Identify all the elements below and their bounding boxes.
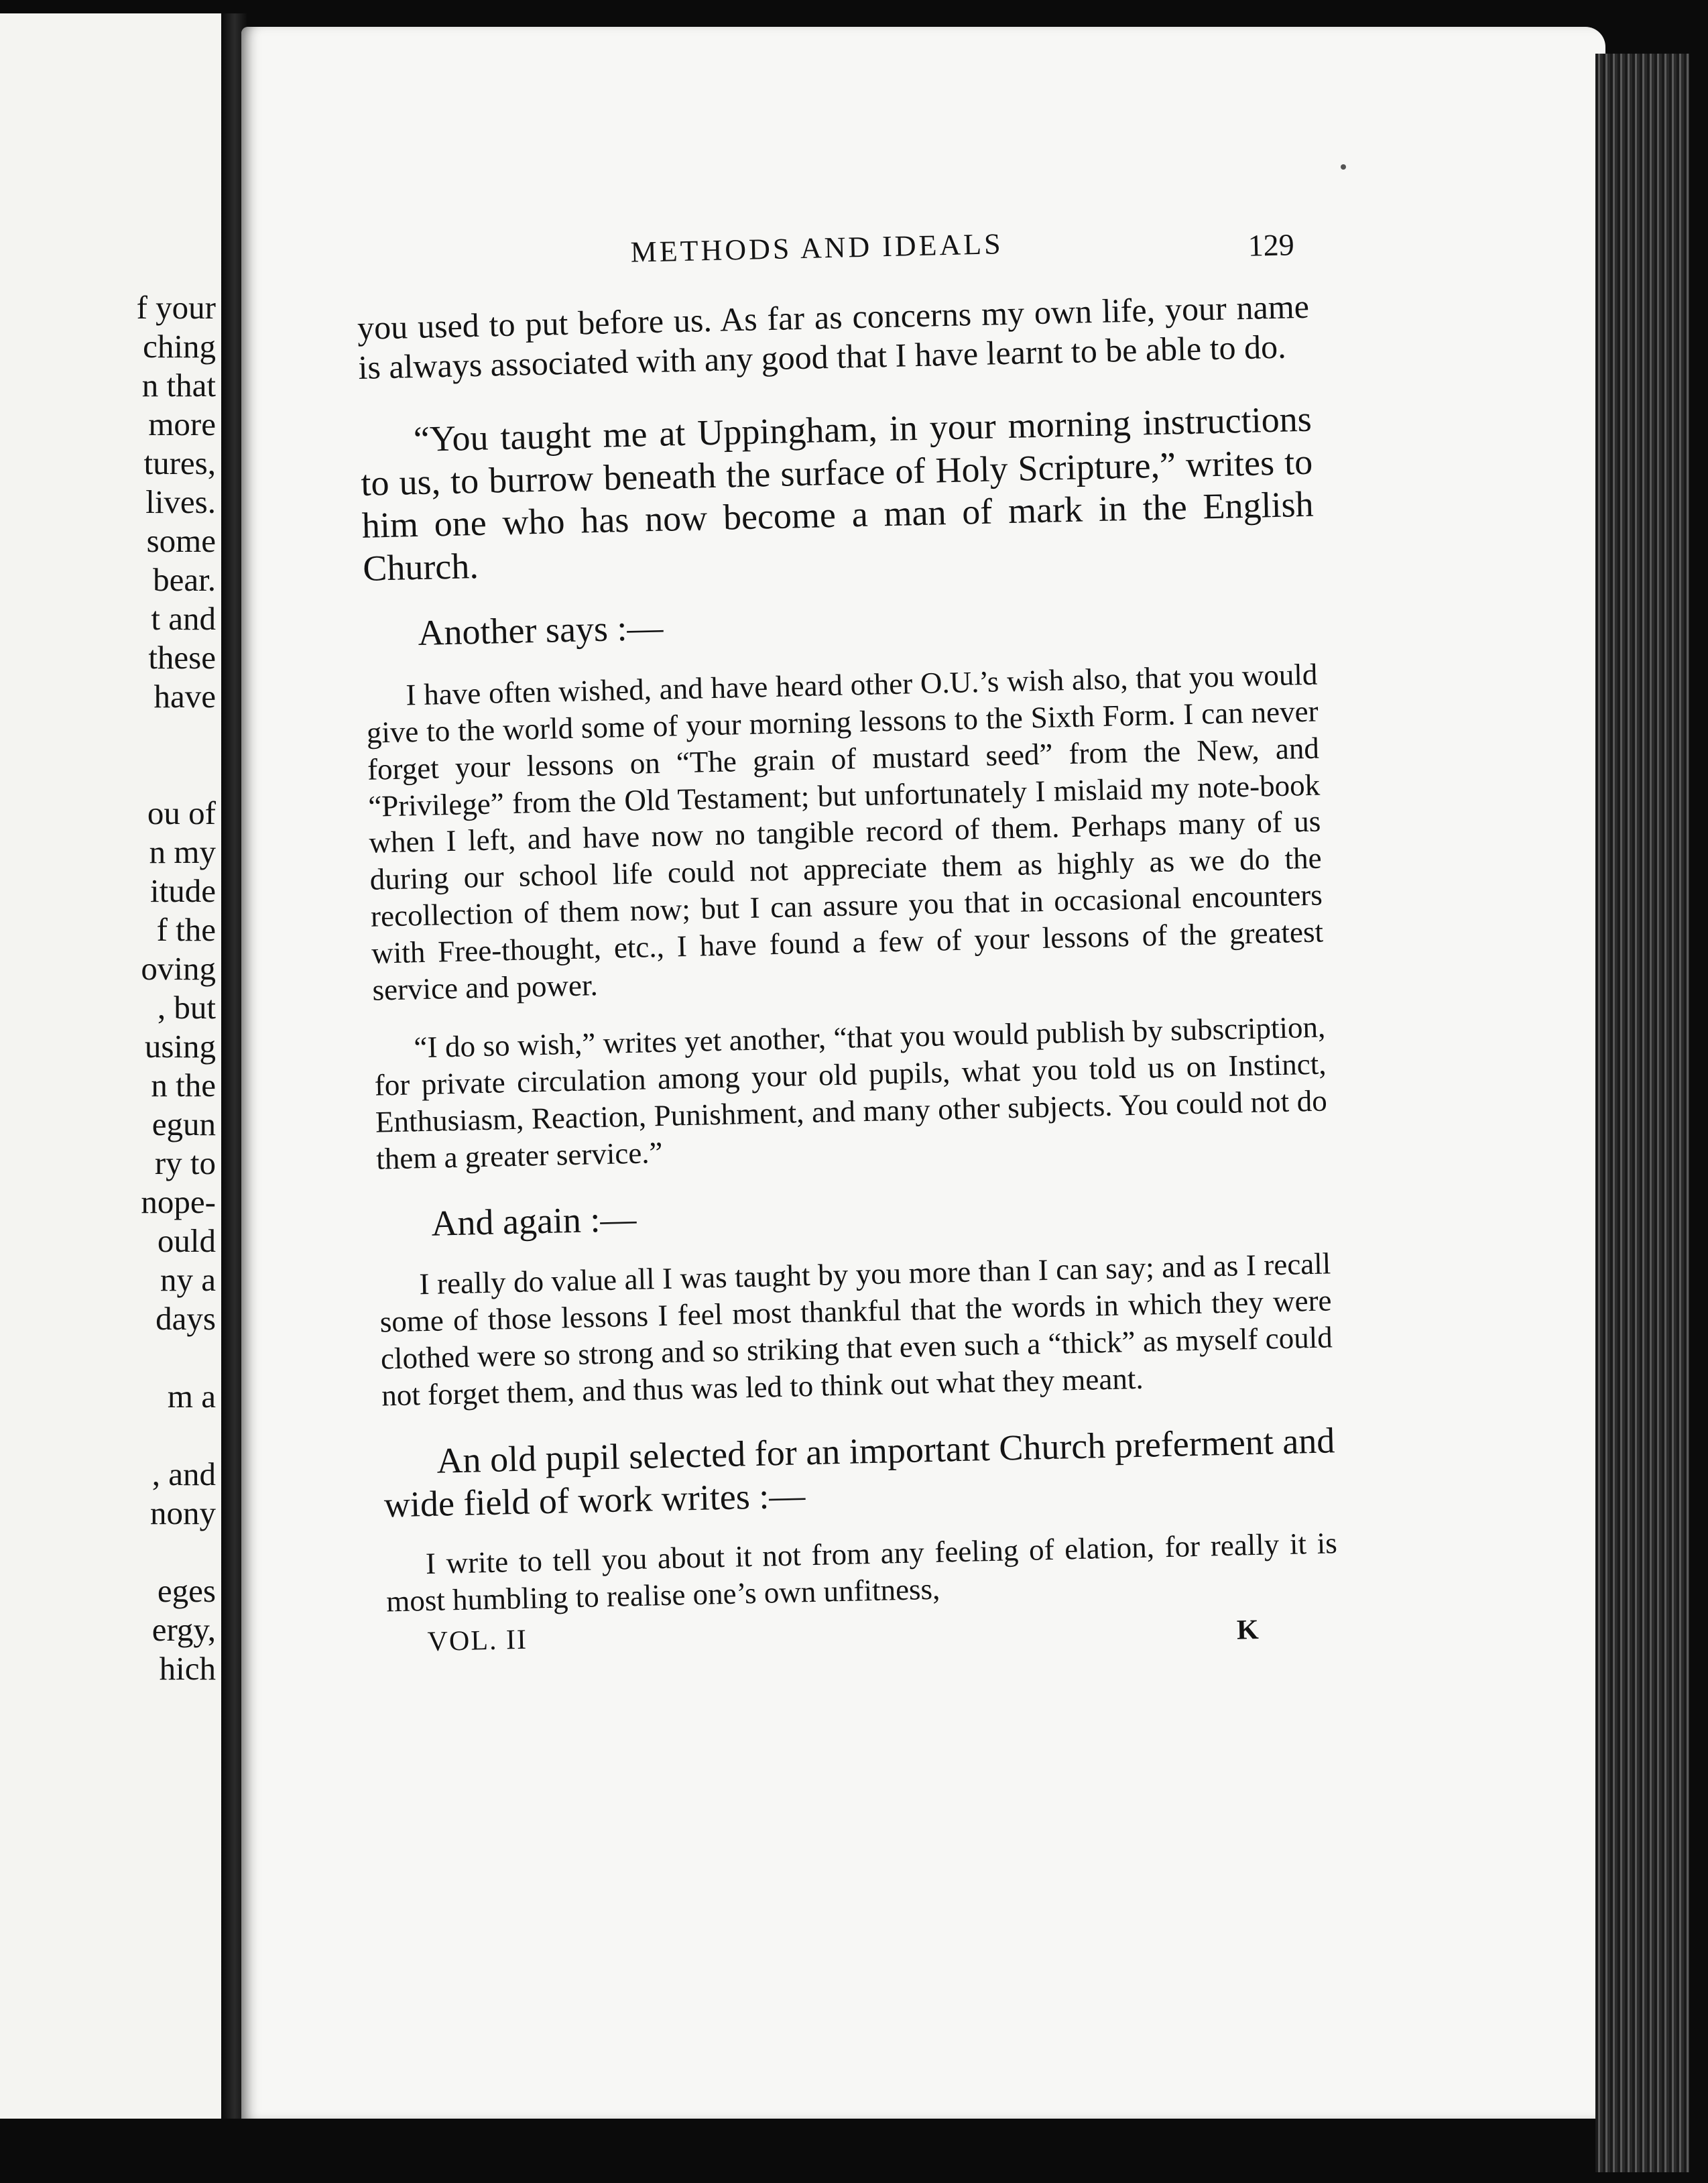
facing-page-line: nope-: [141, 1183, 216, 1220]
letter-quote-publish: “I do so wish,” writes yet another, “that you would publish by subscription, for private circulation among your old pupils, what you told us on Instinct, Enthusiasm, Reaction, Punishment, and many other subjects. You could not do them a greater service.”: [374, 1010, 1328, 1176]
paragraph-uppingham-quote: “You taught me at Uppingham, in your morning instructions to us, to burrow beneath the surface of Holy Scripture,” writes to him one who has now become a man of mark in the English Church.: [360, 398, 1315, 589]
paragraph-continuation: you used to put before us. As far as concerns my own life, your name is always associated with any good that I have learnt to be able to do.: [357, 287, 1310, 386]
letter-quote-value: I really do value all I was taught by you more than I can say; and as I recall some of those lessons I feel most thankful that the words in which they were clothed were so strong and so striking that even such a “thick” as myself could not forget them, and thus was led to think out what they meant.: [379, 1246, 1333, 1413]
facing-page-line: ould: [157, 1222, 216, 1259]
paragraph-old-pupil: An old pupil selected for an important Church preferment and wide field of work writes :—: [383, 1420, 1335, 1525]
facing-page-line: n that: [141, 367, 216, 404]
facing-page-line: these: [148, 639, 216, 676]
intro-and-again: And again :—: [430, 1199, 637, 1244]
facing-page-line: ny a: [160, 1261, 216, 1298]
facing-page-line: itude: [150, 872, 216, 909]
facing-page-line: ry to: [154, 1144, 216, 1181]
facing-page-line: using: [144, 1028, 216, 1065]
volume-signature: VOL. II: [427, 1624, 528, 1658]
facing-page-line: bear.: [153, 561, 216, 598]
facing-page-line: have: [154, 678, 216, 715]
facing-page-line: ergy,: [151, 1611, 216, 1648]
facing-page-line: m a: [167, 1378, 216, 1415]
facing-page-line: ou of: [147, 794, 216, 831]
facing-page-line: ching: [143, 328, 216, 365]
page-number: 129: [1247, 227, 1295, 263]
facing-page-line: t and: [151, 600, 216, 637]
facing-page-line: nony: [150, 1494, 216, 1531]
running-head: METHODS AND IDEALS: [630, 227, 1004, 269]
facing-page-line: more: [148, 406, 216, 442]
signature-mark: K: [1236, 1614, 1260, 1646]
intro-another-says: Another says :—: [417, 607, 664, 653]
facing-page-line: hich: [159, 1650, 216, 1687]
facing-page: [0, 13, 225, 2119]
facing-page-line: eges: [157, 1572, 216, 1609]
facing-page-line: n the: [151, 1067, 216, 1104]
facing-page-line: days: [156, 1300, 216, 1337]
page-edges: [1595, 54, 1689, 2172]
facing-page-line: egun: [151, 1106, 216, 1142]
facing-page-line: , and: [151, 1456, 216, 1492]
facing-page-line: some: [146, 522, 216, 559]
letter-quote-elation: I write to tell you about it not from any feeling of elation, for really it is most humbling to realise one’s own unfitness,: [385, 1526, 1338, 1618]
letter-quote-morning-lessons: I have often wished, and have heard other O.U.’s wish also, that you would give to the world some of your morning lessons to the Sixth Form. I can never forget your lessons on “The grain of mustard seed” from the New, and “Privilege” from the Old Testament; but unfortunately I mislaid my note-book when I left, and have now no tangible record of them. Perhaps many of us during our school life could not appreciate them as highly as we do the recollection of them now; but I can assure you that in occasional encounters with Free-thought, etc., I have found a few of your lessons of the greatest service and power.: [366, 657, 1324, 1007]
facing-page-line: lives.: [145, 483, 216, 520]
facing-page-line: n my: [149, 833, 216, 870]
facing-page-line: oving: [141, 950, 216, 987]
facing-page-line: f the: [156, 911, 216, 948]
facing-page-line: f your: [136, 289, 216, 326]
facing-page-line: , but: [157, 989, 216, 1026]
facing-page-line: tures,: [143, 445, 216, 481]
page-text-block: [355, 213, 1340, 1681]
ink-speck: [1341, 164, 1346, 170]
